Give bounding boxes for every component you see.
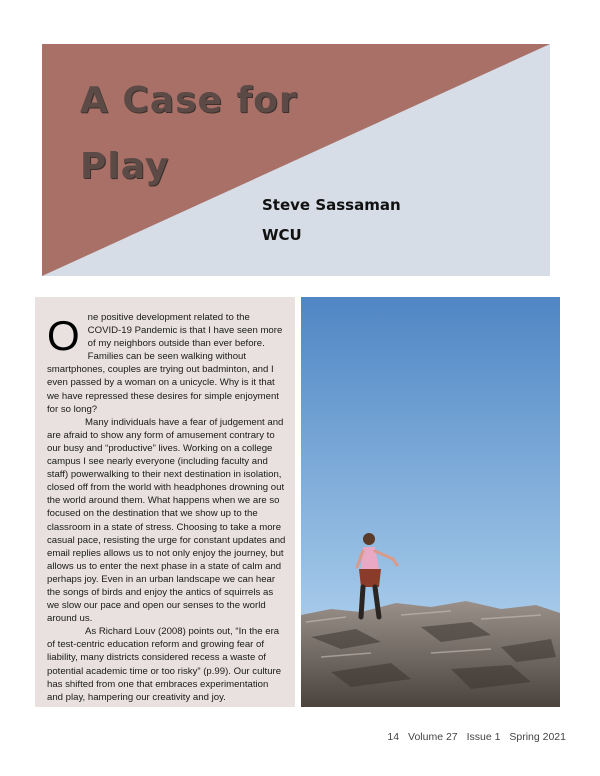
- article-title-line-1: A Case for: [80, 80, 298, 121]
- paragraph-2: Many individuals have a fear of judgement and are afraid to show any form of amusement contrary to our busy and “productive” lives. Working on a college campus I see nearly everyone (including faculty and staff) powerwalking to their next destination in isolation, closed off from the world with headphones drowning out the world around them. What happens when we are so focused on the destination that we show up to the classroom in a state of stress. Choosing to take a more casual pace, resisting the urge for constant updates and email replies allows us to not only enjoy the journey, but allows us to enter the next phase in a state of calm and perhaps joy. Even in an urban landscape we can hear the songs of birds and enjoy the antics of squirrels as we slow our pace and open our senses to the world around us.: [47, 416, 286, 625]
- hiker-photo: [301, 297, 560, 707]
- paragraph-1: [47, 311, 286, 416]
- page-footer: [370, 731, 566, 743]
- season-label: Spring 2021: [509, 731, 566, 743]
- title-banner: [42, 44, 550, 276]
- article-title-line-2: Play: [80, 146, 170, 187]
- paragraph-3: As Richard Louv (2008) points out, “In the era of test-centric education reform and growing fear of liability, many districts considered recess a waste of potential academic time or too risky” (p.99). Our culture has shifted from one that embraces experimentation and play, hampering our creativity and joy.: [47, 626, 282, 703]
- photo-illustration: [301, 297, 560, 707]
- author-name: Steve Sassaman: [262, 196, 401, 214]
- author-affiliation: WCU: [262, 226, 302, 244]
- drop-cap: O: [47, 312, 80, 359]
- article-body: [35, 297, 295, 707]
- page-number: 14: [387, 731, 400, 743]
- volume-label: Volume 27: [408, 731, 458, 743]
- issue-label: Issue 1: [466, 731, 501, 743]
- paragraph-1-text: ne positive development related to the COVID-19 Pandemic is that I have seen more of my neighbors outside than ever before. Families can be seen walking without smartphones, couples are trying out badminton, and I even passed by a woman on a unicycle. Why is it that we have repressed these desires for simple enjoyment for so long?: [47, 312, 283, 415]
